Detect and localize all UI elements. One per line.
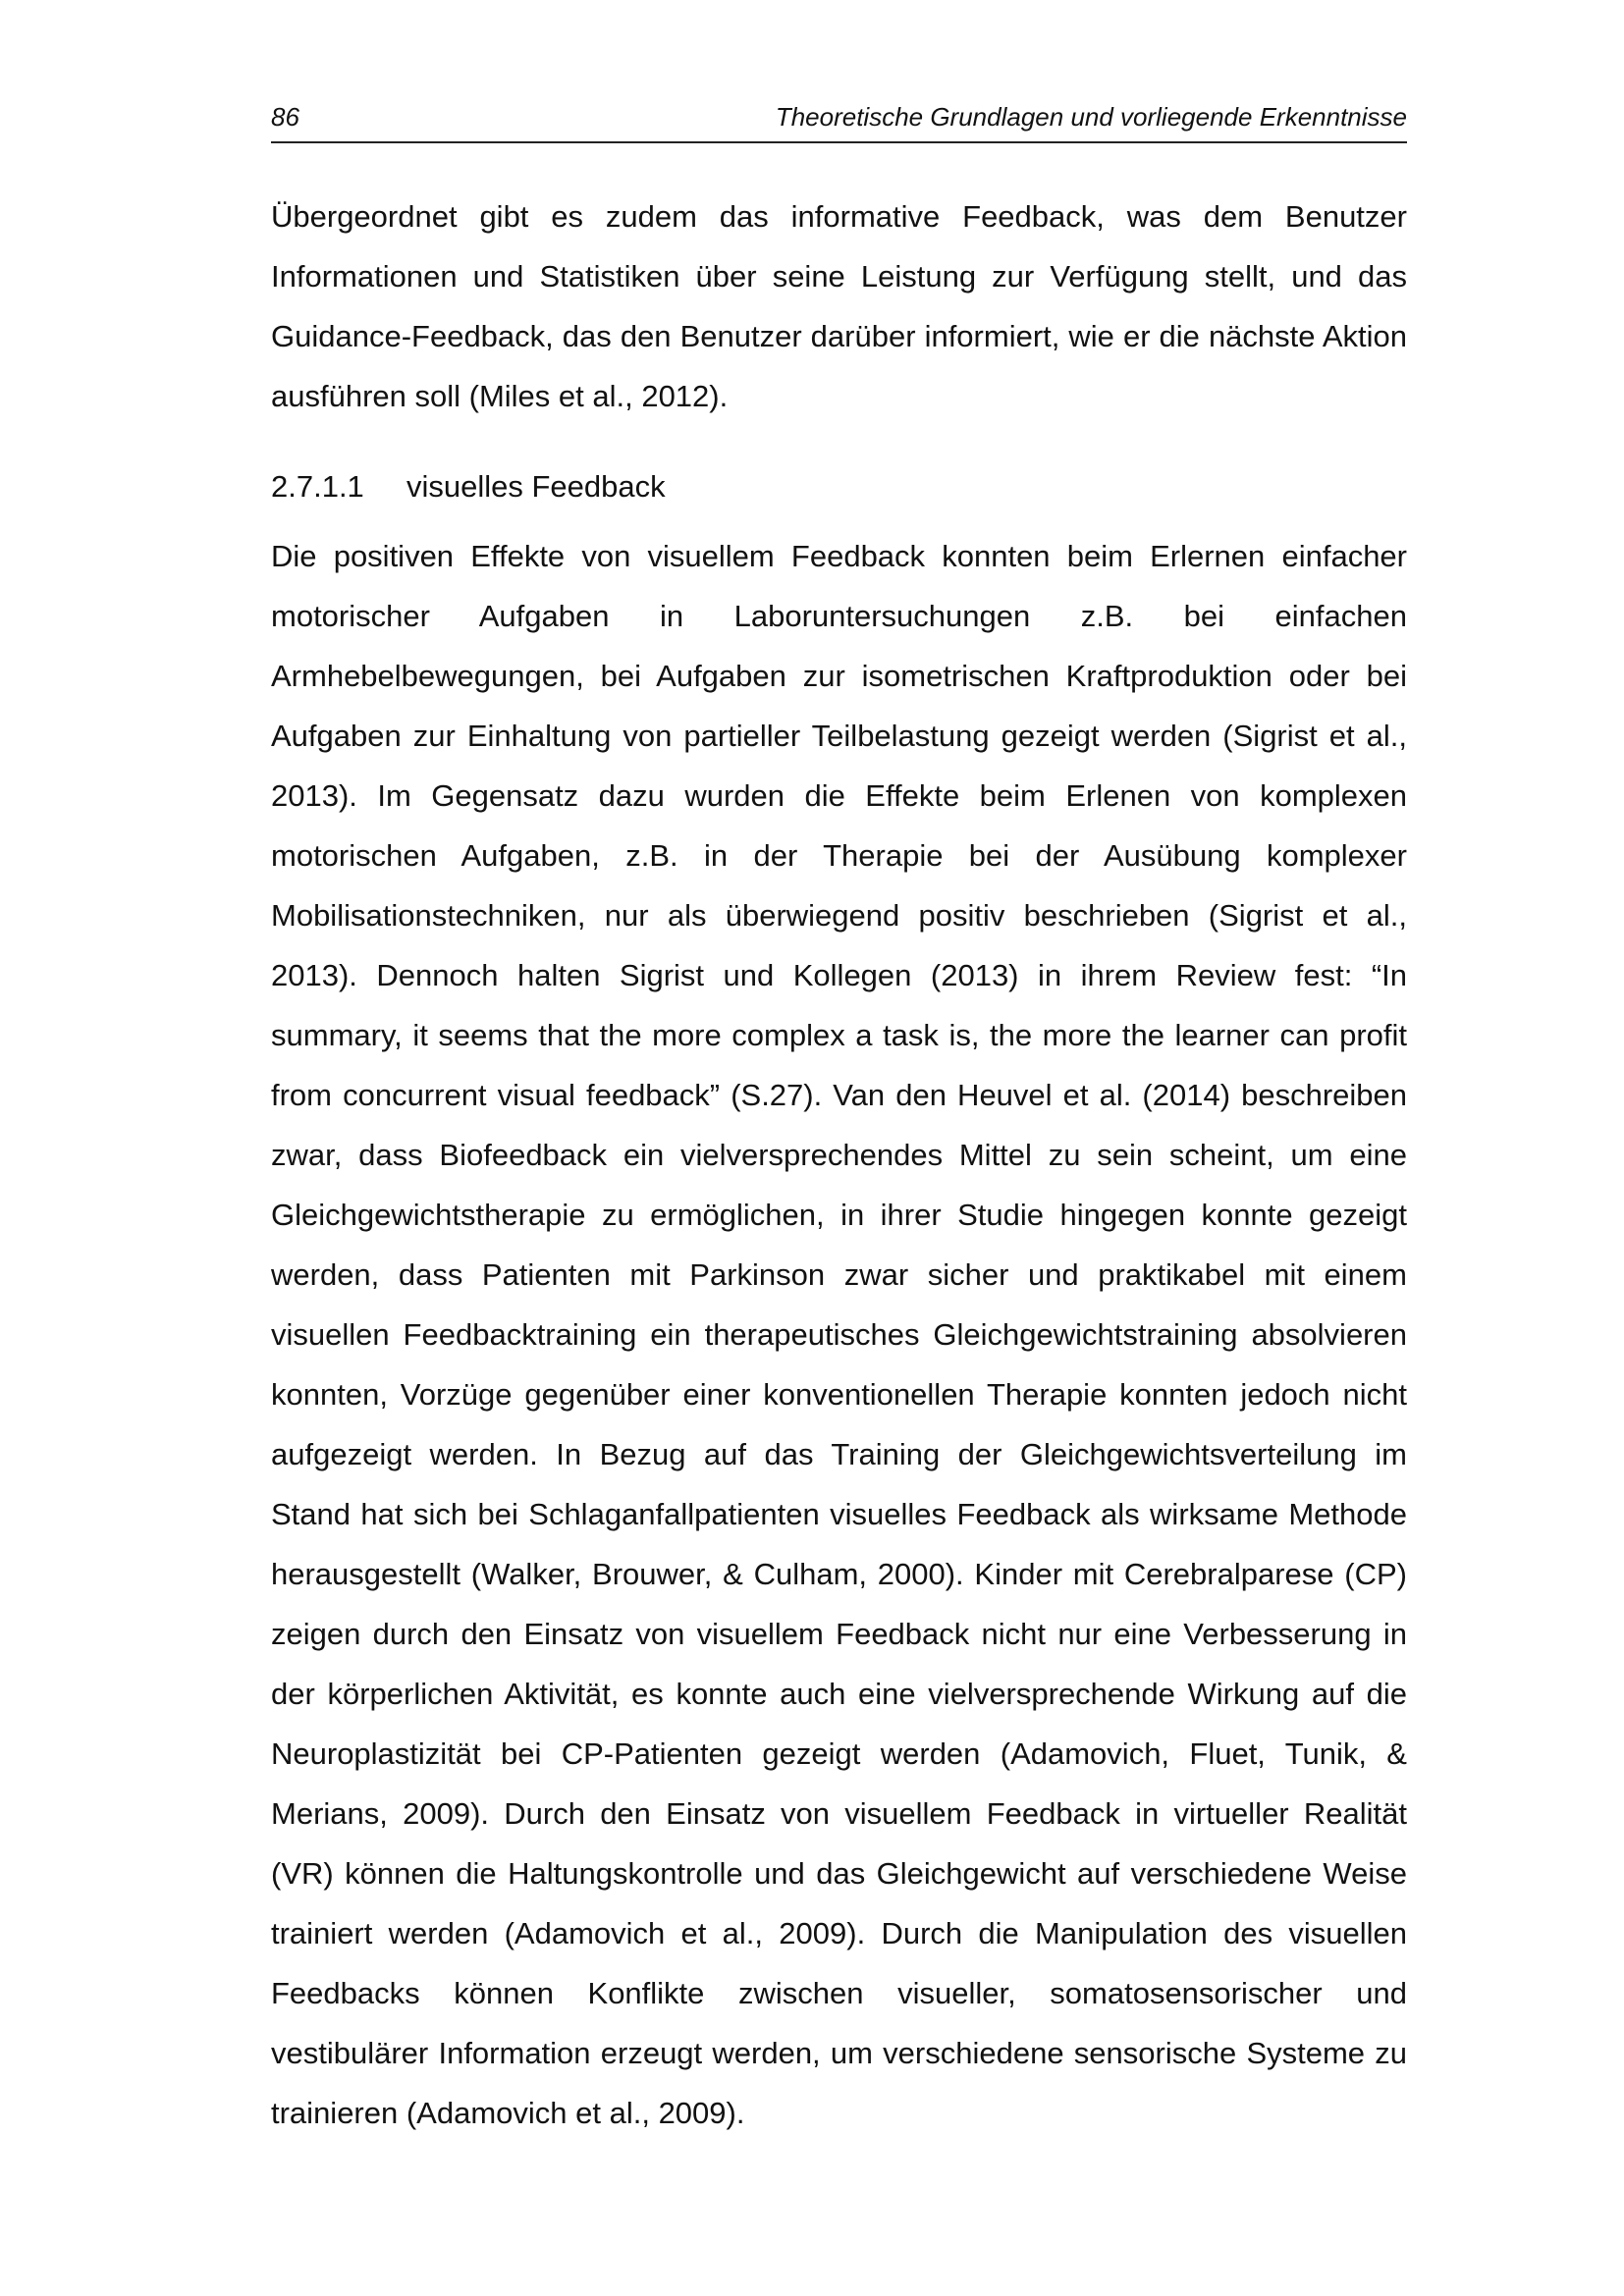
section-title: visuelles Feedback	[406, 469, 666, 504]
body-paragraph: Die positiven Effekte von visuellem Feedback konnten beim Erlernen einfacher motorischer Aufgaben in Laboruntersuchungen z.B. bei einfachen Armhebelbewegungen, bei Aufgaben zur isometrischen Kraftproduktion oder bei Aufgaben zur Einhaltung von partieller Teilbelastung gezeigt werden (Sigrist et al., 2013). Im Gegensatz dazu wurden die Effekte beim Erlenen von komplexen motorischen Aufgaben, z.B. in der Therapie bei der Ausübung komplexer Mobilisationstechniken, nur als überwiegend positiv beschrieben (Sigrist et al., 2013). Dennoch halten Sigrist und Kollegen (2013) in ihrem Review fest: “In summary, it seems that the more complex a task is, the more the learner can profit from concurrent visual feedback” (S.27). Van den Heuvel et al. (2014) beschreiben zwar, dass Biofeedback ein vielversprechendes Mittel zu sein scheint, um eine Gleichgewichtstherapie zu ermöglichen, in ihrer Studie hingegen konnte gezeigt werden, dass Patienten mit Parkinson zwar sicher und praktikabel mit einem visuellen Feedbacktraining ein therapeutisches Gleichgewichtstraining absolvieren konnten, Vorzüge gegenüber einer konventionellen Therapie konnten jedoch nicht aufgezeigt werden. In Bezug auf das Training der Gleichgewichtsverteilung im Stand hat sich bei Schlaganfallpatienten visuelles Feedback als wirksame Methode herausgestellt (Walker, Brouwer, & Culham, 2000). Kinder mit Cerebralparese (CP) zeigen durch den Einsatz von visuellem Feedback nicht nur eine Verbesserung in der körperlichen Aktivität, es konnte auch eine vielversprechende Wirkung auf die Neuroplastizität bei CP-Patienten gezeigt werden (Adamovich, Fluet, Tunik, & Merians, 2009). Durch den Einsatz von visuellem Feedback in virtueller Realität (VR) können die Haltungskontrolle und das Gleichgewicht auf verschiedene Weise trainiert werden (Adamovich et al., 2009). Durch die Manipulation des visuellen Feedbacks können Konflikte zwischen visueller, somatosensorischer und vestibulärer Information erzeugt werden, um verschiedene sensorische Systeme zu trainieren (Adamovich et al., 2009).	[271, 539, 1407, 2130]
section-heading	[271, 465, 1407, 508]
page-header	[271, 94, 1407, 143]
intro-paragraph: Übergeordnet gibt es zudem das informative Feedback, was dem Benutzer Informationen und Statistiken über seine Leistung zur Verfügung stellt, und das Guidance-Feedback, das den Benutzer darüber informiert, wie er die nächste Aktion ausführen soll (Miles et al., 2012).	[271, 199, 1407, 413]
page-content	[271, 187, 1407, 2143]
running-title: Theoretische Grundlagen und vorliegende Erkenntnisse	[775, 102, 1407, 132]
section-number: 2.7.1.1	[271, 469, 364, 504]
page-number: 86	[271, 102, 299, 132]
